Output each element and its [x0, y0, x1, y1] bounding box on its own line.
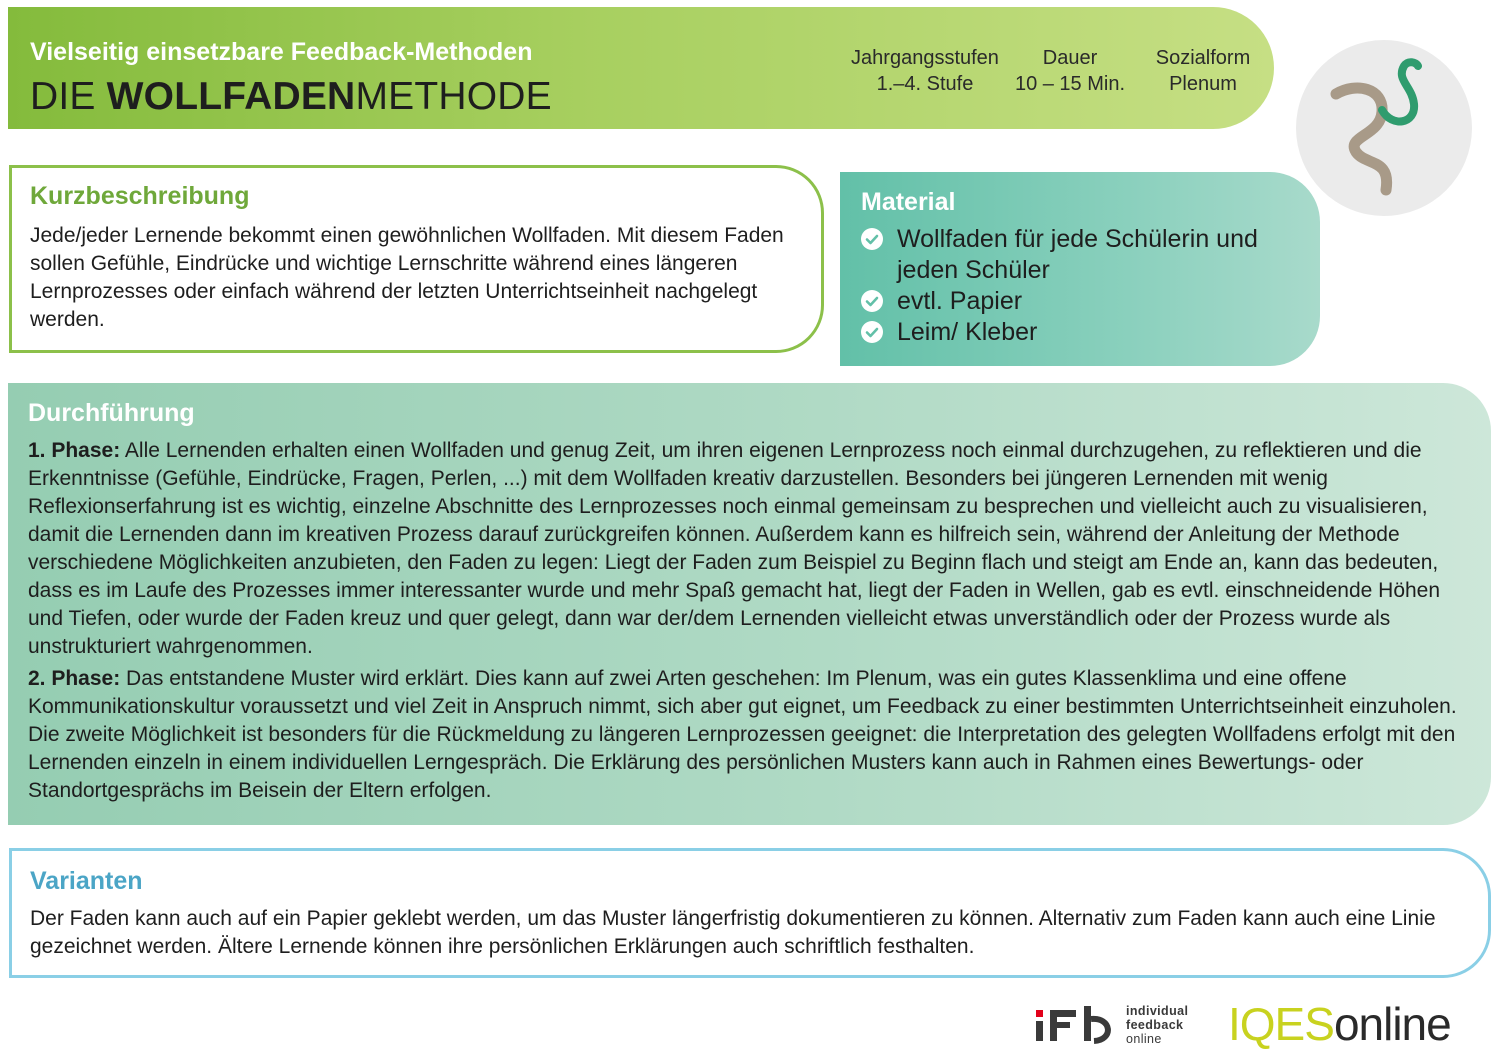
material-item [861, 224, 1291, 286]
durchfuehrung-panel [8, 383, 1491, 825]
phase-1-text: Alle Lernenden erhalten einen Wollfaden und genug Zeit, um ihren eigenen Lernprozess noch einmal durchzugehen, zu reflektieren und die Erkenntnisse (Gefühle, Eindrücke, Fragen, Perlen, ...) mit dem Wollfaden kreativ darzustellen. Besonders bei jüngeren Lernenden mit wenig Reflexionserfahrung ist es wichtig, einzelne Abschnitte des Lernprozesses noch einmal gemeinsam zu besprechen und vielleicht auch zu visualisieren, damit die Lernenden dann im kreativen Prozess darauf zurückgreifen können. Außerdem kann es hilfreich sein, während der Anleitung der Methode verschiedene Möglichkeiten anzubieten, den Faden zu legen: Liegt der Faden zum Beispiel zu Beginn flach und steigt am Ende an, kann das bedeuten, dass es im Laufe des Prozesses immer interessanter wurde und mehr Spaß gemacht hat, liegt der Faden in Wellen, gab es evtl. einschneidende Höhen und Tiefen, oder wurde der Faden kreuz und quer gelegt, dann war der/dem Lernenden vielleicht etwas unverständlich oder der Prozess wurde als unstrukturiert wahrgenommen. [28, 439, 1441, 658]
material-item-label: Wollfaden für jede Schülerin und jeden Schüler [897, 225, 1258, 284]
phase-2-text: Das entstandene Muster wird erklärt. Dies kann auf zwei Arten geschehen: Im Plenum, was ein gutes Klassenklima und eine offene Kommunikationskultur voraussetzt und viel Zeit in Anspruch nimmt, sich aber gut eignet, um Feedback zu einer bestimmten Unterrichtseinheit einzuholen. Die zweite Möglichkeit ist besonders für die Rückmeldung zu längeren Lernprozessen geeignet: die Interpretation des gelegten Wollfadens erfolgt mit den Lernenden einzeln in einem individuellen Lerngespräch. Die Erklärung des persönlichen Musters kann auch in Rahmen eines Bewertungs- oder Standortgesprächs im Beisein der Eltern erfolgen. [28, 667, 1457, 802]
kurzbeschreibung-text: Jede/jeder Lernende bekommt einen gewöhnlichen Wollfaden. Mit diesem Faden sollen Gefühle, Eindrücke und wichtige Lernschritte während eines längeren Lernprozesses oder einfach während der letzten Unterrichtseinheit nachgelegt werden. [30, 224, 784, 331]
meta-dauer [1000, 45, 1140, 97]
meta-value: 1.–4. Stufe [876, 73, 974, 95]
kurzbeschreibung-panel [9, 165, 824, 353]
kurzbeschreibung-heading: Kurzbeschreibung [30, 182, 250, 210]
phase-1-label: 1. Phase: [28, 439, 121, 462]
check-circle-icon [861, 290, 883, 312]
varianten-panel [9, 848, 1491, 978]
meta-value: 10 – 15 Min. [1014, 73, 1126, 95]
iqes-logo-part1: IQES [1228, 998, 1334, 1050]
meta-jahrgangsstufen [840, 45, 1010, 97]
ifb-logo-text [1126, 1004, 1188, 1046]
meta-label: Sozialform [1155, 47, 1251, 69]
check-circle-icon [861, 228, 883, 250]
material-heading: Material [861, 188, 956, 216]
meta-label: Dauer [1042, 47, 1098, 69]
wool-thread-icon [1296, 40, 1472, 216]
phase-2-label: 2. Phase: [28, 667, 121, 690]
iqes-logo-part2: online [1333, 998, 1451, 1050]
ifb-logo-icon [1034, 1004, 1114, 1044]
check-circle-icon [861, 321, 883, 343]
phase-2-paragraph [28, 665, 1476, 805]
title-bold: WOLLFADEN [106, 75, 356, 118]
material-list [861, 224, 1291, 348]
phase-1-paragraph [28, 437, 1476, 661]
meta-label: Jahrgangsstufen [851, 47, 999, 69]
title-suffix: METHODE [355, 75, 552, 118]
ifb-line-1: individual [1126, 1004, 1189, 1018]
varianten-heading: Varianten [30, 867, 143, 895]
material-item [861, 286, 1291, 317]
title-prefix: DIE [30, 75, 107, 118]
ifb-line-2: feedback [1126, 1018, 1184, 1032]
material-item-label: evtl. Papier [897, 287, 1023, 315]
durchfuehrung-heading: Durchführung [28, 399, 195, 427]
header-banner [8, 7, 1274, 129]
meta-value: Plenum [1169, 73, 1237, 95]
page-title [30, 75, 552, 119]
iqes-online-logo [1228, 998, 1451, 1050]
ifb-line-3: online [1126, 1032, 1162, 1046]
material-item [861, 317, 1291, 348]
material-item-label: Leim/ Kleber [897, 318, 1038, 346]
material-panel [840, 172, 1320, 366]
series-subtitle: Vielseitig einsetzbare Feedback-Methoden [30, 38, 533, 66]
meta-sozialform [1140, 45, 1266, 97]
wool-thread-logo [1296, 40, 1472, 216]
varianten-text: Der Faden kann auch auf ein Papier geklebt werden, um das Muster längerfristig dokumentieren zu können. Alternativ zum Faden kann auch eine Linie gezeichnet werden. Ältere Lernende können ihre persönlichen Erklärungen auch schriftlich festhalten. [30, 907, 1436, 958]
